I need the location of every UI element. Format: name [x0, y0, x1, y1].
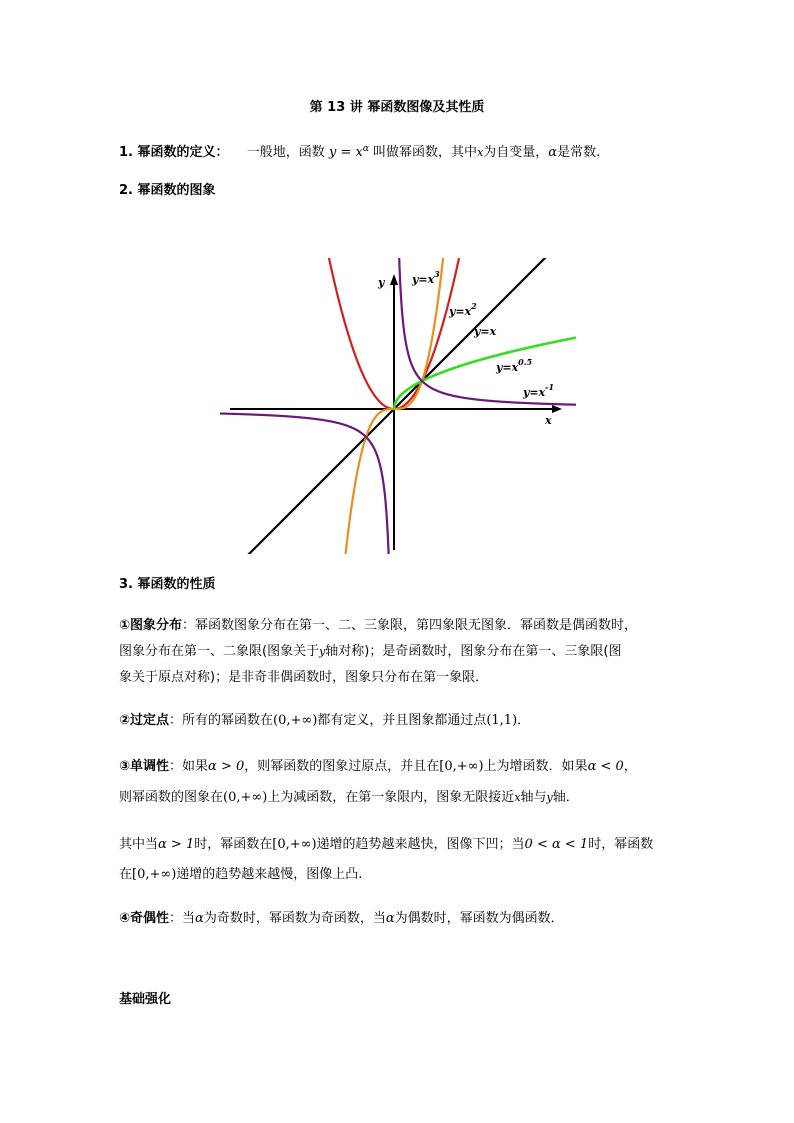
property-3-text-3: 上为增函数．如果 — [483, 759, 588, 774]
definition-heading: 1. 幂函数的定义： — [119, 145, 229, 160]
property-3-cond-2: α < 0 — [587, 759, 624, 774]
x-axis-arrow — [552, 405, 562, 413]
property-3b-interval-2: [0,+∞) — [132, 867, 177, 882]
y-axis-arrow — [390, 274, 398, 285]
property-3-var-x: x — [514, 791, 521, 804]
property-3-text-2d: 轴． — [552, 790, 579, 805]
property-1-text-2b: 轴对称)；是奇函数时，图象分布在第一、三象限(图 — [325, 644, 622, 659]
property-1-var-y: y — [319, 645, 326, 658]
definition-text-4: 是常数. — [557, 145, 601, 160]
x-axis-label: x — [545, 414, 552, 427]
definition-text-3: 为自变量， — [483, 145, 549, 160]
formula-x: x — [355, 145, 363, 160]
property-4-text-3: 为偶数时，幂函数为偶函数． — [394, 911, 564, 926]
property-3b-cond-1: α > 1 — [158, 837, 195, 852]
property-1-line-1 — [119, 617, 637, 635]
label-square: $y=x^2$ — [449, 301, 477, 318]
property-3b-line-1 — [119, 836, 653, 854]
page-title: 第 13 讲 幂函数图像及其性质 — [309, 100, 485, 115]
property-3b-text-2a: 在 — [119, 867, 133, 882]
section-basic-reinforcement: 基础强化 — [119, 992, 172, 1007]
property-3b-text-3: 递增的趋势越来越快，图像下凹；当 — [316, 837, 525, 852]
property-2-interval: (0,+∞) — [273, 713, 318, 728]
property-2-text-2: 都有定义，并且图象都通过点 — [317, 713, 487, 728]
property-2-text-3: ． — [517, 713, 531, 728]
property-3-text-2: ，则幂函数的图象过原点，并且在 — [244, 759, 440, 774]
property-2-label: ②过定点 — [119, 713, 170, 728]
y-axis-label: y — [378, 276, 385, 289]
power-function-graph — [220, 258, 576, 554]
property-3b-text-2b: 递增的趋势越来越慢，图像上凸. — [176, 867, 363, 882]
property-4-text-2: 为奇数时，幂函数为奇函数，当 — [203, 911, 386, 926]
definition-line — [119, 140, 600, 162]
property-1-line-3: 象关于原点对称)；是非奇非偶函数时，图象只分布在第一象限． — [119, 670, 489, 685]
definition-var-x: x — [477, 146, 484, 159]
property-3-interval-1: [0,+∞) — [439, 759, 484, 774]
property-3-text-1: ：如果 — [169, 759, 209, 774]
curve-y-equals-x-cubed — [338, 258, 447, 554]
property-2-text-1: ：所有的幂函数在 — [169, 713, 274, 728]
graph-svg — [220, 258, 576, 554]
formula-y: y — [328, 145, 337, 160]
property-3-text-2b: 上为减函数，在第一象限内，图象无限接近 — [267, 790, 515, 805]
property-3-cond-1: α > 0 — [208, 759, 245, 774]
property-4-alpha-1: α — [195, 911, 204, 926]
property-3b-text-4: 时，幂函数 — [588, 837, 654, 852]
property-3-text-4: ， — [623, 759, 637, 774]
property-1-line-2 — [119, 643, 621, 661]
definition-alpha: α — [548, 145, 558, 160]
formula-equals: = — [336, 145, 356, 160]
property-3-var-y: y — [546, 791, 553, 804]
property-4-text-1: ：当 — [169, 911, 196, 926]
property-1-text-2a: 图象分布在第一、二象限(图象关于 — [119, 644, 320, 659]
label-sqrt: $y=x^{0.5}$ — [496, 357, 533, 374]
property-3b-text-2: 时，幂函数在 — [194, 837, 273, 852]
property-4-label: ④奇偶性 — [119, 911, 170, 926]
property-3b-cond-2: 0 < α < 1 — [524, 837, 589, 852]
label-inverse: $y=x^{-1}$ — [523, 382, 555, 399]
graph-heading: 2. 幂函数的图象 — [119, 183, 216, 198]
property-3b-text-1: 其中当 — [119, 837, 159, 852]
definition-text-2: 叫做幂函数，其中 — [373, 145, 478, 160]
curve-y-equals-x-inverse-left — [220, 413, 389, 554]
property-3-interval-2: (0,+∞) — [223, 790, 268, 805]
property-3-line-2 — [119, 789, 579, 807]
property-3-text-2a: 则幂函数的图象在 — [119, 790, 224, 805]
property-3-label: ③单调性 — [119, 759, 170, 774]
property-3b-interval-1: [0,+∞) — [272, 837, 317, 852]
property-3b-line-2 — [119, 866, 362, 884]
property-3-line-1 — [119, 758, 637, 776]
property-2-line — [119, 712, 530, 730]
label-cube: $y=x^3$ — [412, 269, 440, 286]
curve-y-equals-x-sqrt — [394, 338, 576, 409]
formula-exponent: α — [362, 144, 369, 154]
property-1-text-1: ：幂函数图象分布在第一、二、三象限，第四象限无图象．幂函数是偶函数时， — [182, 618, 638, 633]
property-2-point: (1,1) — [486, 713, 518, 728]
properties-heading: 3. 幂函数的性质 — [119, 577, 216, 592]
property-4-line — [119, 910, 564, 928]
property-4-alpha-2: α — [385, 911, 395, 926]
definition-text-1: 一般地，函数 — [246, 145, 325, 160]
property-1-label: ①图象分布 — [119, 618, 183, 633]
property-3-text-2c: 轴与 — [520, 790, 547, 805]
label-identity: y=x — [474, 325, 497, 338]
